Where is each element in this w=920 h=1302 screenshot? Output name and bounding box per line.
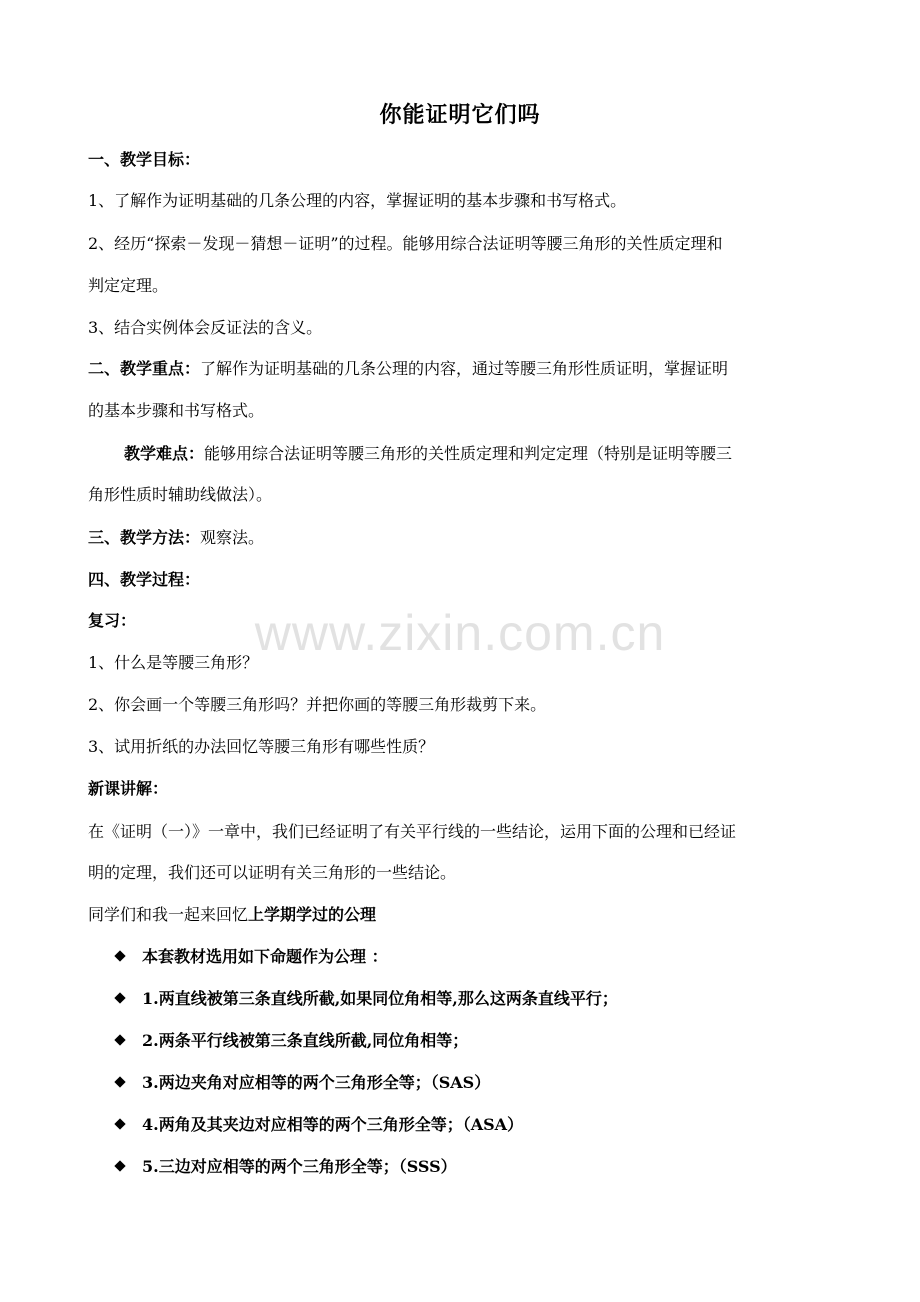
key-points-heading: 二、教学重点： — [88, 359, 201, 378]
diamond-bullet-icon — [114, 1076, 125, 1087]
method-line — [88, 527, 836, 549]
new-lesson-line-2: 明的定理，我们还可以证明有关三角形的一些结论。 — [88, 863, 457, 882]
diamond-bullet-icon — [114, 992, 125, 1003]
axiom-item — [116, 988, 618, 1010]
axiom-text: 4.两角及其夹边对应相等的两个三角形全等；（ASA） — [142, 1115, 524, 1134]
process-heading: 四、教学过程： — [88, 570, 201, 589]
objective-3: 3、结合实例体会反证法的含义。 — [88, 318, 323, 337]
difficulty-line-1 — [124, 443, 836, 465]
review-question-2: 2、你会画一个等腰三角形吗？并把你画的等腰三角形裁剪下来。 — [88, 695, 547, 714]
key-points-line-2: 的基本步骤和书写格式。 — [88, 401, 265, 420]
objectives-heading: 一、教学目标： — [88, 150, 201, 169]
new-lesson-line-1: 在《证明（一）》一章中，我们已经证明了有关平行线的一些结论，运用下面的公理和已经证 — [88, 822, 737, 841]
method-text: 观察法。 — [200, 528, 265, 547]
review-question-1: 1、什么是等腰三角形？ — [88, 653, 259, 672]
axiom-item — [116, 1156, 457, 1178]
axiom-text: 5.三边对应相等的两个三角形全等；（SSS） — [142, 1157, 457, 1176]
axiom-item — [116, 1072, 490, 1094]
document-title: 你能证明它们吗 — [379, 102, 541, 128]
axiom-item — [116, 1030, 468, 1052]
objective-2-line-1: 2、经历“探索－发现－猜想－证明”的过程。能够用综合法证明等腰三角形的关性质定理和 — [88, 234, 723, 253]
difficulty-heading: 教学难点： — [124, 444, 205, 463]
review-question-3: 3、试用折纸的办法回忆等腰三角形有哪些性质？ — [88, 737, 435, 756]
objective-1: 1、了解作为证明基础的几条公理的内容，掌握证明的基本步骤和书写格式。 — [88, 191, 627, 210]
diamond-bullet-icon — [114, 1118, 125, 1129]
axiom-item — [116, 946, 388, 968]
recall-prefix: 同学们和我一起来回忆 — [88, 905, 249, 924]
objective-2-line-2: 判定定理。 — [88, 276, 169, 295]
key-points-text: 了解作为证明基础的几条公理的内容，通过等腰三角形性质证明，掌握证明 — [200, 359, 729, 378]
recall-line — [88, 904, 836, 926]
recall-bold: 上学期学过的公理 — [248, 905, 377, 924]
axiom-text: 1.两直线被第三条直线所截,如果同位角相等,那么这两条直线平行； — [142, 989, 618, 1008]
diamond-bullet-icon — [114, 950, 125, 961]
axiom-text: 本套教材选用如下命题作为公理 ： — [142, 947, 388, 966]
axiom-text: 3.两边夹角对应相等的两个三角形全等；（SAS） — [142, 1073, 491, 1092]
method-heading: 三、教学方法： — [88, 528, 201, 547]
difficulty-line-2: 角形性质时辅助线做法）。 — [88, 485, 273, 504]
difficulty-text: 能够用综合法证明等腰三角形的关性质定理和判定定理（特别是证明等腰三 — [204, 444, 733, 463]
key-points-line-1 — [88, 358, 836, 380]
new-lesson-heading: 新课讲解： — [88, 779, 169, 798]
diamond-bullet-icon — [114, 1034, 125, 1045]
axiom-item — [116, 1114, 523, 1136]
axiom-text: 2.两条平行线被第三条直线所截,同位角相等； — [142, 1031, 469, 1050]
diamond-bullet-icon — [114, 1160, 125, 1171]
watermark: www.zixin.com.cn — [254, 605, 666, 661]
review-heading: 复习： — [88, 611, 137, 630]
